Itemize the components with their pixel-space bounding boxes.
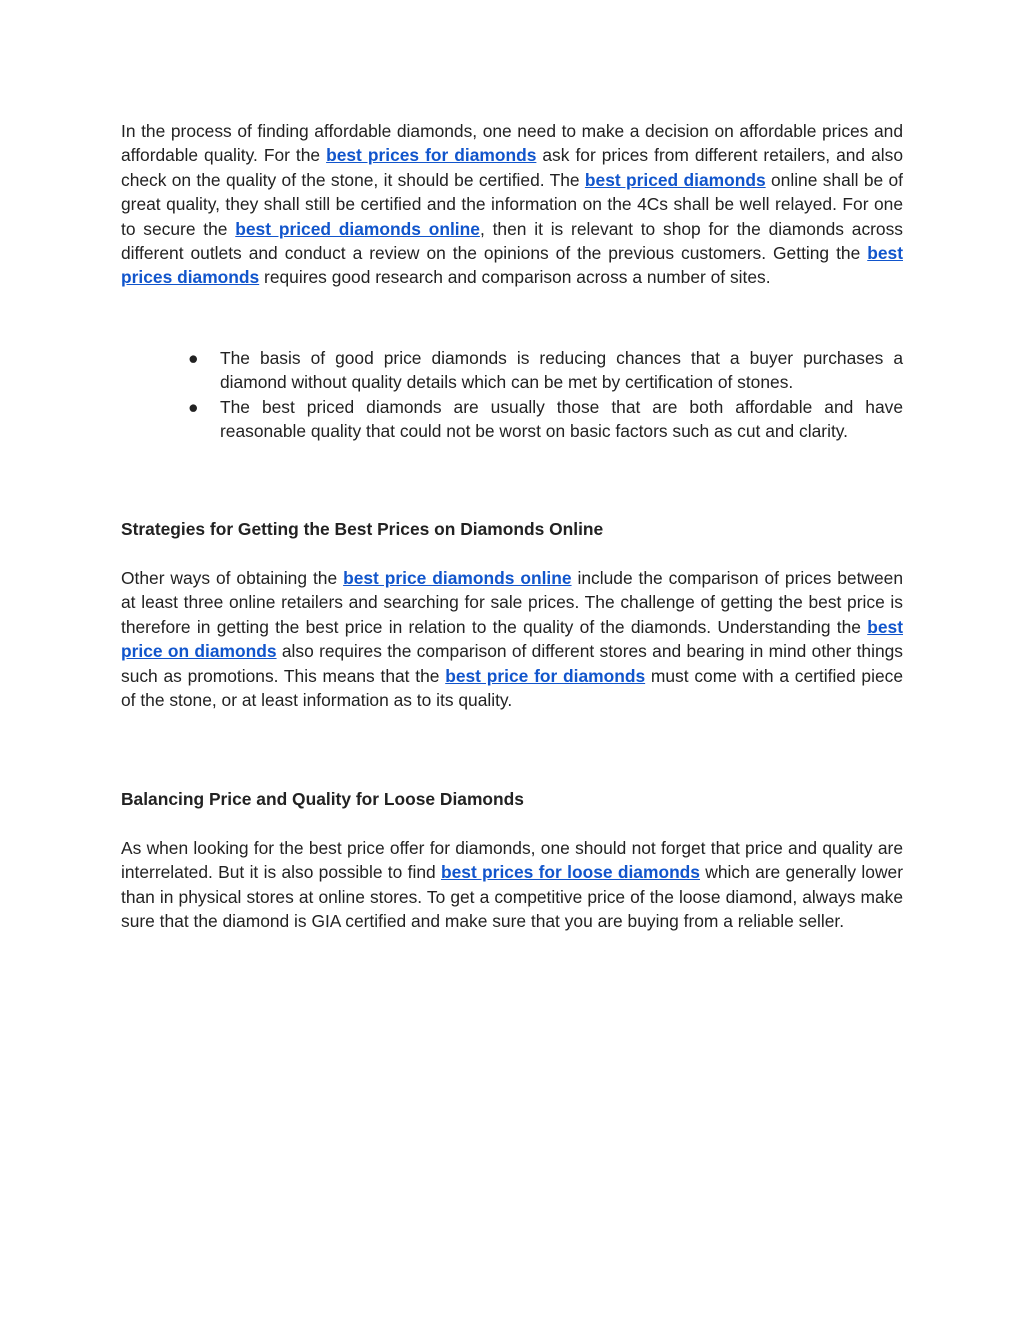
document-page (121, 119, 903, 933)
intro-text-2: ask for prices from different retailers, and also check on the quality of the stone, it should be certified. The (121, 145, 903, 190)
section-heading-strategies: Strategies for Getting the Best Prices on Diamonds Online (121, 519, 604, 540)
intro-text-3: online shall be of great quality, they shall still be certified and the information on the 4Cs shall be well relayed. For one to secure the (121, 169, 904, 239)
list-item-text: The best priced diamonds are usually those that are both affordable and have reasonable quality that could not be worst on basic factors such as cut and clarity. (220, 396, 903, 442)
intro-text-5: requires good research and comparison across a number of sites. (259, 267, 771, 288)
list-item-text: The basis of good price diamonds is reducing chances that a buyer purchases a diamond without quality details which can be met by certification of stones. (220, 347, 903, 393)
intro-text-1: In the process of finding affordable diamonds, one need to make a decision on affordable prices and affordable quality. For the (121, 121, 903, 166)
list-item (188, 395, 903, 444)
strategies-paragraph (121, 566, 903, 712)
strategies-text-2: include the comparison of prices between at least three online retailers and searching for sale prices. The challenge of getting the best price is therefore in getting the best price in relation to the quality of the diamonds. Understanding the (121, 567, 904, 637)
strategies-text-1: Other ways of obtaining the (121, 567, 344, 588)
link-best-prices-diamonds[interactable]: best prices diamonds (121, 243, 903, 288)
link-best-priced-diamonds[interactable]: best priced diamonds (584, 169, 766, 190)
strategies-text-3: also requires the comparison of different stores and bearing in mind other things such as promotions. This means that the (121, 641, 903, 686)
strategies-text-4: must come with a certified piece of the stone, or at least information as to its quality. (121, 665, 903, 710)
balancing-text-2: which are generally lower than in physical stores at online stores. To get a competitive price of the loose diamond, always make sure that the diamond is GIA certified and make sure that you are buying from a reliable seller. (121, 862, 903, 931)
link-best-prices-for-diamonds[interactable]: best prices for diamonds (326, 145, 537, 166)
bullet-list (188, 346, 903, 444)
bullet-icon: ● (188, 396, 199, 417)
list-item (188, 346, 903, 395)
intro-paragraph (121, 119, 903, 290)
link-best-price-diamonds-online[interactable]: best price diamonds online (343, 567, 572, 588)
link-best-priced-diamonds-online[interactable]: best priced diamonds online (235, 218, 480, 239)
link-best-price-for-diamonds[interactable]: best price for diamonds (445, 665, 646, 686)
bullet-icon: ● (188, 347, 199, 368)
balancing-text-1: As when looking for the best price offer for diamonds, one should not forget that price and quality are interrelated. But it is also possible to find (121, 837, 903, 883)
balancing-paragraph (121, 836, 903, 934)
link-best-prices-for-loose-diamonds[interactable]: best prices for loose diamonds (440, 862, 700, 883)
section-heading-balancing: Balancing Price and Quality for Loose Diamonds (121, 789, 524, 810)
intro-text-4: , then it is relevant to shop for the diamonds across different outlets and conduct a review on the opinions of the previous customers. Getting the (121, 218, 903, 264)
link-best-price-on-diamonds[interactable]: best price on diamonds (121, 616, 903, 662)
